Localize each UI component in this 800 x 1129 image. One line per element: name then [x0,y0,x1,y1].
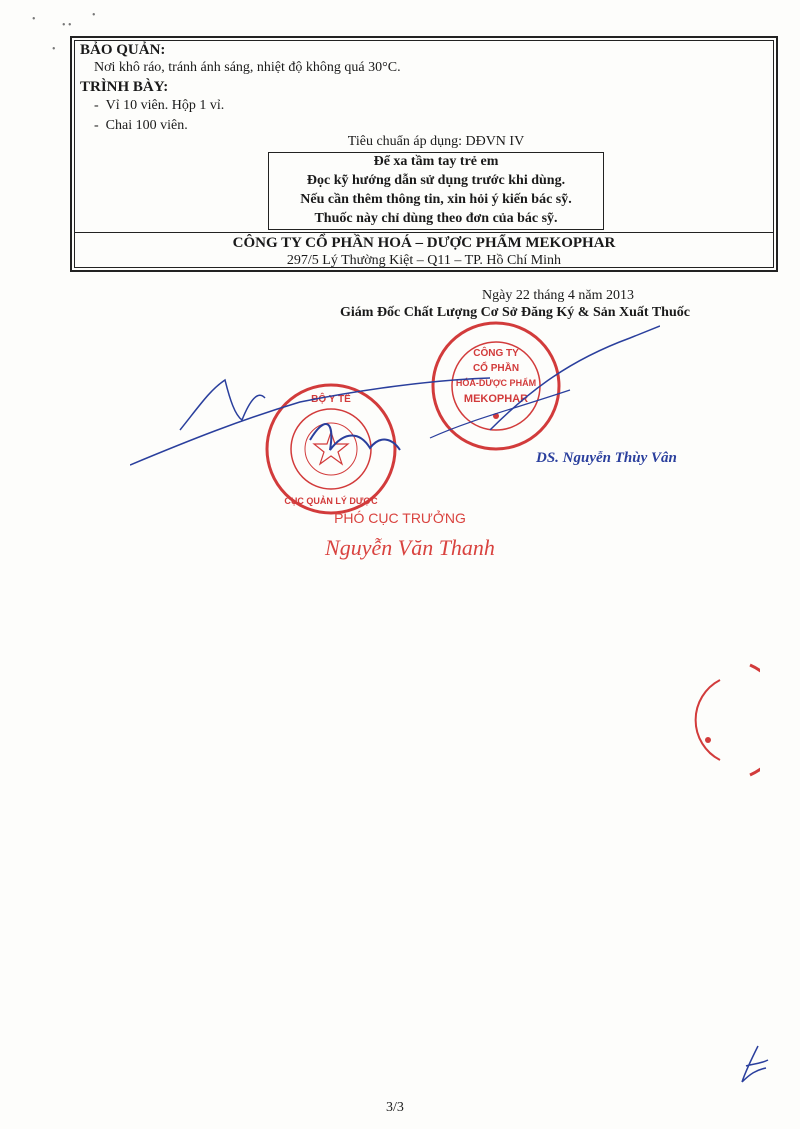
page-number: 3/3 [386,1100,404,1115]
warning-line: Đọc kỹ hướng dẫn sử dụng trước khi dùng. [306,173,566,188]
warning-line: Để xa tầm tay trẻ em [373,154,499,169]
director-title: Giám Đốc Chất Lượng Cơ Sở Đăng Ký & Sản Xuất Thuốc [340,305,690,320]
storage-heading: BẢO QUẢN: [80,42,166,58]
ministry-signer-title: PHÓ CỤC TRƯỞNG [334,510,466,526]
presentation-item-text: Vỉ 10 viên. Hộp 1 vỉ. [105,98,225,113]
scan-mark: • [52,44,56,55]
presentation-item: - Vỉ 10 viên. Hộp 1 vỉ. [94,98,225,113]
scan-mark: • [92,10,96,21]
ministry-signer-name: Nguyễn Văn Thanh [325,535,495,560]
company-name: CÔNG TY CỔ PHẦN HOÁ – DƯỢC PHẨM MEKOPHAR [232,235,616,251]
stamp-line: MEKOPHAR [463,393,529,405]
warning-line: Thuốc này chỉ dùng theo đơn của bác sỹ. [314,211,558,226]
partial-stamp [680,660,760,780]
company-signer-name: DS. Nguyễn Thùy Vân [536,450,677,466]
warning-line: Nếu cần thêm thông tin, xin hỏi ý kiến bác sỹ. [300,192,572,207]
stamp-line: CỔ PHẦN [472,363,520,374]
storage-text: Nơi khô ráo, tránh ánh sáng, nhiệt độ không quá 30°C. [94,60,401,75]
stamp-line: CÔNG TY [473,348,519,359]
presentation-item-text: Chai 100 viên. [105,118,188,133]
applied-standard: Tiêu chuẩn áp dụng: DĐVN IV [347,134,525,149]
box-divider [74,232,774,233]
stamp-line: CỤC QUẢN LÝ DƯỢC [284,496,378,506]
stamp-line: BỘ Y TẾ [311,394,351,405]
scan-mark: • [32,14,36,25]
scan-mark: • • [62,20,72,31]
presentation-item: - Chai 100 viên. [94,118,188,133]
stamp-line: HÓA-DƯỢC PHẨM [455,378,537,388]
presentation-heading: TRÌNH BÀY: [80,79,169,95]
initials-mark [732,1040,776,1088]
company-address: 297/5 Lý Thường Kiệt – Q11 – TP. Hồ Chí Minh [286,253,562,268]
date-line: Ngày 22 tháng 4 năm 2013 [482,288,635,303]
